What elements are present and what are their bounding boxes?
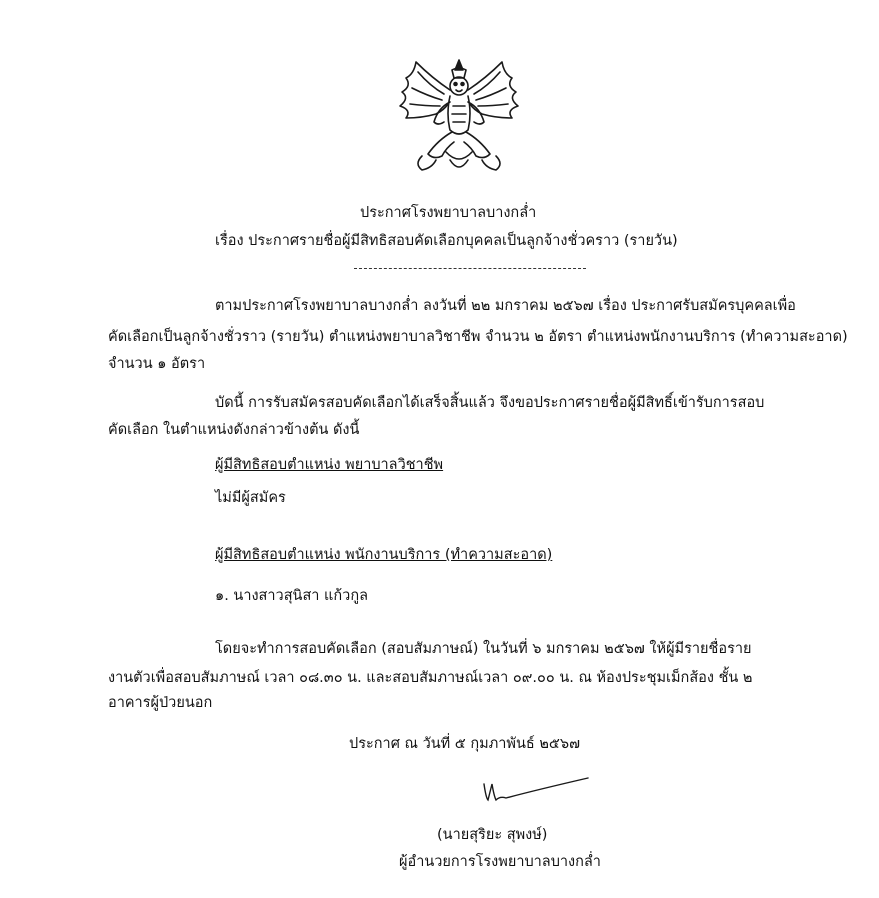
section-text-no-applicants: ไม่มีผู้สมัคร	[215, 490, 286, 506]
document-title: ประกาศโรงพยาบาลบางกล่ำ	[360, 205, 537, 221]
document-subject: เรื่อง ประกาศรายชื่อผู้มีสิทธิสอบคัดเลือกบุคคลเป็นลูกจ้างชั่วคราว (รายวัน)	[215, 233, 678, 249]
garuda-emblem-icon	[392, 56, 526, 176]
section-heading-service-staff: ผู้มีสิทธิสอบตำแหน่ง พนักงานบริการ (ทำความสะอาด)	[215, 547, 553, 563]
title-separator	[354, 268, 586, 269]
signer-name: (นายสุริยะ สุพงษ์)	[437, 827, 548, 843]
announcement-date: ประกาศ ณ วันที่ ๕ กุมภาพันธ์ ๒๕๖๗	[349, 736, 580, 752]
paragraph-2-line-2: คัดเลือก ในตำแหน่งดังกล่าวข้างต้น ดังนี้	[108, 422, 360, 438]
handwritten-signature	[476, 770, 596, 810]
paragraph-3-line-3: อาคารผู้ป่วยนอก	[108, 695, 213, 711]
paragraph-3-line-2: งานตัวเพื่อสอบสัมภาษณ์ เวลา ๐๘.๓๐ น. และสอบสัมภาษณ์เวลา ๐๙.๐๐ น. ณ ห้องประชุมเม็กส้อง ชั้น ๒	[108, 670, 753, 686]
paragraph-1-line-1: ตามประกาศโรงพยาบาลบางกล่ำ ลงวันที่ ๒๒ มกราคม ๒๕๖๗ เรื่อง ประกาศรับสมัครบุคคลเพื่อ	[215, 298, 796, 314]
candidate-list-item: ๑. นางสาวสุนิสา แก้วกูล	[215, 588, 368, 604]
signer-position: ผู้อำนวยการโรงพยาบาลบางกล่ำ	[399, 854, 601, 870]
paragraph-2-line-1: บัดนี้ การรับสมัครสอบคัดเลือกได้เสร็จสิ้นแล้ว จึงขอประกาศรายชื่อผู้มีสิทธิ์เข้ารับการสอบ	[215, 395, 765, 411]
section-heading-nurse: ผู้มีสิทธิสอบตำแหน่ง พยาบาลวิชาชีพ	[215, 457, 444, 473]
paragraph-1-line-2: คัดเลือกเป็นลูกจ้างชั่วราว (รายวัน) ตำแหน่งพยาบาลวิชาชีพ จำนวน ๒ อัตรา ตำแหน่งพนักงานบริการ (ทำความสะอาด)	[108, 329, 848, 345]
paragraph-3-line-1: โดยจะทำการสอบคัดเลือก (สอบสัมภาษณ์) ในวันที่ ๖ มกราคม ๒๕๖๗ ให้ผู้มีรายชื่อราย	[215, 641, 752, 657]
paragraph-1-line-3: จำนวน ๑ อัตรา	[108, 356, 206, 372]
